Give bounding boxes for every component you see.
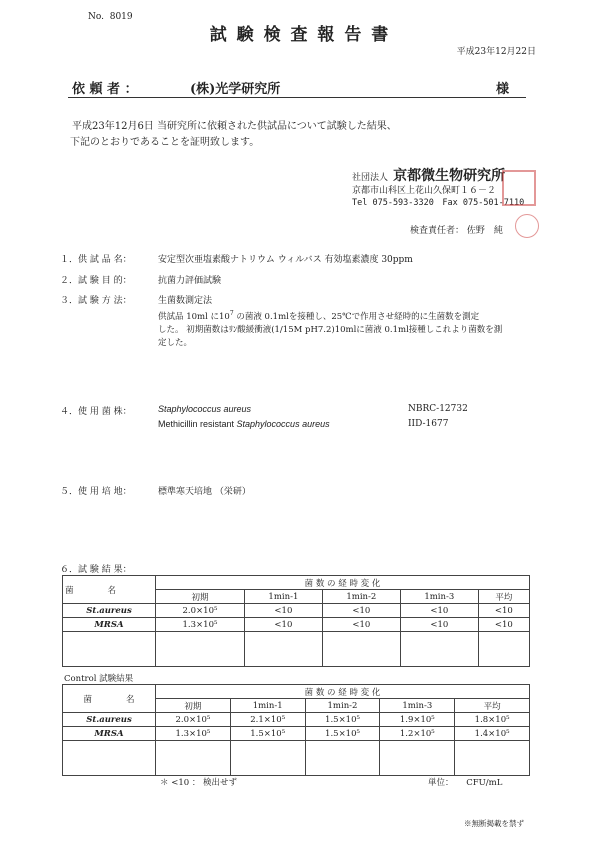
inspector-label: 検査責任者： (410, 226, 465, 236)
org-seal-stamp (502, 170, 536, 206)
unit: 単位： CFU/mL (428, 778, 503, 788)
requester-underline (68, 97, 526, 98)
table-row: St.aureus 2.0×10⁵ <10 <10 <10 <10 (63, 604, 530, 618)
item2-label: ２．試 験 目 的： (60, 276, 132, 286)
results-col-group: 菌 数 の 経 時 変 化 (156, 576, 530, 590)
item6-label: ６．試 験 結 果： (60, 565, 132, 575)
results-col-0: 初期 (156, 590, 245, 604)
org-address: 京都市山科区上花山久保町１６－２ (352, 186, 497, 196)
results-col-2: 1min-2 (322, 590, 400, 604)
page-title: 試 験 検 査 報 告 書 (209, 25, 391, 45)
intro-line-2: 下記のとおりであることを証明致します。 (70, 137, 260, 148)
item5-label: ５．使 用 培 地： (60, 487, 132, 497)
intro-line-1: 平成23年12月6日 当研究所に依頼された供試品について試験した結果、 (72, 121, 397, 132)
requester-name: (株)光学研究所 (190, 82, 281, 97)
strain1-id: NBRC-12732 (408, 404, 468, 414)
requester-honorific: 様 (496, 82, 510, 97)
table-row: St.aureus 2.0×10⁵ 2.1×10⁵ 1.5×10⁵ 1.9×10⁵ 1.8×10⁵ (63, 713, 530, 727)
no-reprint-notice: ※無断掲載を禁ず (464, 819, 524, 828)
control-title: Control 試験結果 (64, 674, 134, 684)
requester-label: 依 頼 者 ： (72, 82, 138, 97)
control-table (62, 684, 530, 776)
item3-desc-line2: した。 初期菌数はﾘﾝ酸緩衝液(1/15M pH7.2)10mlに菌液 0.1ml接種しこれより菌数を測 (158, 325, 503, 335)
item3-value: 生菌数測定法 (158, 296, 213, 306)
org-tel: Tel 075-593-3320 Fax 075-501-7110 (352, 198, 525, 208)
item1-label: １．供 試 品 名： (60, 255, 132, 265)
report-number: No. 8019 (88, 12, 133, 22)
results-col-1: 1min-1 (244, 590, 322, 604)
results-table (62, 575, 530, 667)
inspector-seal-stamp (515, 214, 539, 238)
results-col-3: 1min-3 (400, 590, 478, 604)
table-row: MRSA 1.3×10⁵ 1.5×10⁵ 1.5×10⁵ 1.2×10⁵ 1.4×10⁵ (63, 727, 530, 741)
control-col-3: 1min-3 (380, 699, 455, 713)
report-date: 平成23年12月22日 (456, 47, 536, 57)
control-col-2: 1min-2 (305, 699, 380, 713)
control-col-4: 平均 (455, 699, 530, 713)
strain2-id: IID-1677 (408, 419, 449, 429)
strain2-name: Methicillin resistant Staphylococcus aureus (158, 419, 330, 429)
control-col-group: 菌 数 の 経 時 変 化 (156, 685, 530, 699)
results-col-bacteria: 菌 名 (63, 576, 156, 604)
org-name: 京都微生物研究所 (393, 168, 506, 184)
org-type: 社団法人 (352, 173, 389, 183)
item2-value: 抗菌力評価試験 (158, 276, 222, 286)
inspector-name: 佐野 純 (466, 226, 503, 236)
results-col-4: 平均 (478, 590, 529, 604)
control-col-0: 初期 (156, 699, 231, 713)
item1-value: 安定型次亜塩素酸ナトリウム ウィルバス 有効塩素濃度 30ppm (158, 255, 413, 265)
item4-label: ４．使 用 菌 株： (60, 407, 132, 417)
item5-value: 標準寒天培地 （栄研） (158, 487, 251, 497)
footnote: ＊ <10 ： 検出せず (160, 778, 238, 788)
strain1-name: Staphylococcus aureus (158, 404, 252, 414)
table-row: MRSA 1.3×10⁵ <10 <10 <10 <10 (63, 618, 530, 632)
inspector (410, 223, 503, 236)
control-col-bacteria: 菌 名 (63, 685, 156, 713)
control-col-1: 1min-1 (230, 699, 305, 713)
item3-desc-line3: 定した。 (158, 338, 193, 348)
item3-label: ３．試 験 方 法： (60, 296, 132, 306)
item3-desc-line1: 供試品 10ml に$10^7$ の菌液 0.1mlを接種し、25℃で作用させ経時的に生菌数を測定 (158, 310, 480, 322)
org-block (352, 165, 505, 185)
